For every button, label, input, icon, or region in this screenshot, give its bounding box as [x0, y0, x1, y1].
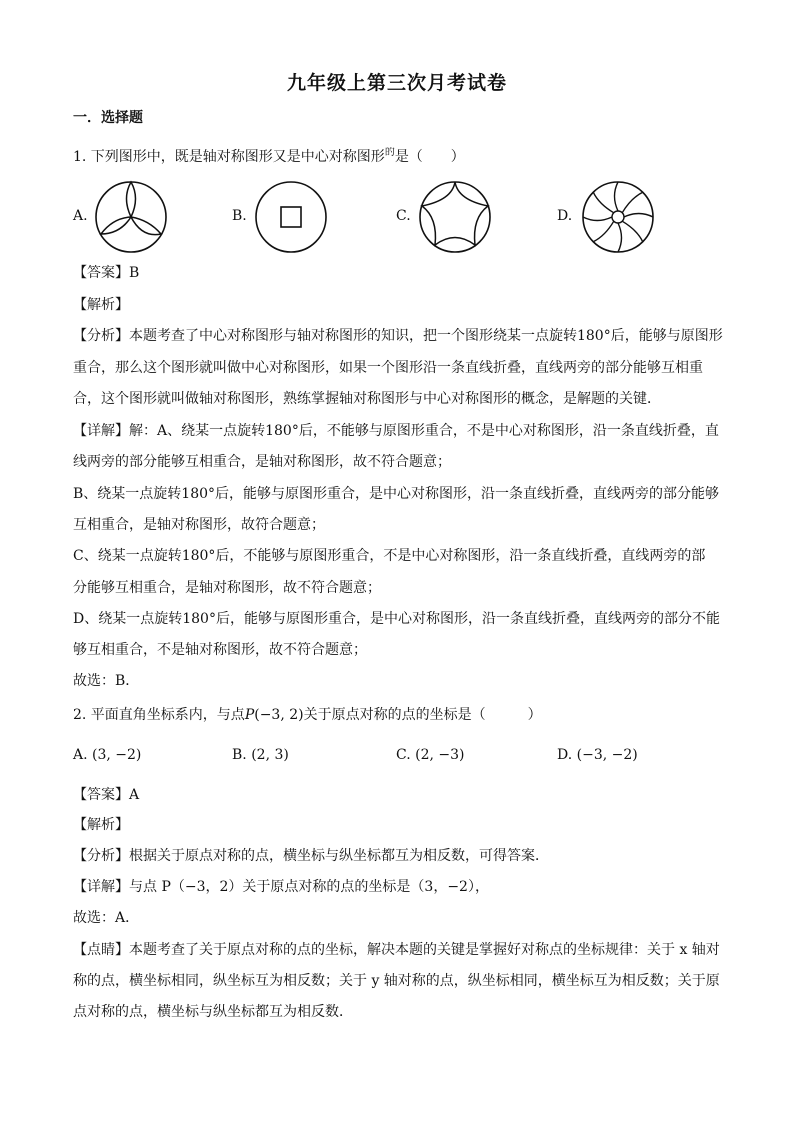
q1-answer: 【答案】B [73, 265, 140, 281]
q1-text-line: B、绕某一点旋转180°后，能够与原图形重合，是中心对称图形，沿一条直线折叠，直线两旁的部分能够 [73, 486, 720, 502]
q2-text-line: 【点睛】本题考查了关于原点对称的点的坐标，解决本题的关键是掌握好对称点的坐标规律：关于 x 轴对 [73, 942, 720, 958]
q2-text-line: 点对称的点，横坐标与纵坐标都互为相反数． [73, 1004, 353, 1020]
q2-option-c [396, 747, 465, 763]
q1-text-line: 重合，那么这个图形就叫做中心对称图形，如果一个图形沿一条直线折叠，直线两旁的部分能够互相重 [73, 360, 703, 376]
q2-stem [73, 705, 723, 725]
q1-text-line: 分能够互相重合，是轴对称图形，故不符合题意； [73, 580, 381, 596]
q2-stem-pre: 2. 平面直角坐标系内，与点 [73, 707, 245, 723]
q2-analysis-heading: 【解析】 [73, 817, 129, 833]
q2-option-b-label: B. [232, 747, 247, 763]
q1-text-line: 合，这个图形就叫做轴对称图形，熟练掌握轴对称图形与中心对称图形的概念，是解题的关键． [73, 391, 661, 407]
q2-option-d-value: (−3, −2) [576, 747, 638, 763]
q1-text-line: 线两旁的部分能够互相重合，是轴对称图形，故不符合题意； [73, 454, 451, 470]
q1-text-line: 故选：B． [73, 673, 140, 689]
q2-option-a-label: A. [73, 747, 88, 763]
q2-text-line: 称的点，横坐标相同，纵坐标互为相反数；关于 y 轴对称的点，纵坐标相同，横坐标互为相反数；关于原 [73, 973, 720, 989]
q2-point [245, 707, 304, 723]
q1-option-b-label: B. [232, 208, 247, 224]
q2-text-line: 故选：A． [73, 910, 140, 926]
q1-text-line: 【详解】解：A、绕某一点旋转180°后，不能够与原图形重合，不是中心对称图形，沿一条直线折叠，直 [73, 423, 719, 439]
section-heading: 一．选择题 [73, 110, 143, 126]
q1-stem-small: 的 [384, 147, 395, 158]
q2-option-d [557, 747, 638, 763]
q2-option-a [73, 747, 141, 763]
q2-text-line: 【分析】根据关于原点对称的点，横坐标与纵坐标都互为相反数，可得答案． [73, 848, 549, 864]
q1-stem-text: 1. 下列图形中，既是轴对称图形又是中心对称图形 [73, 149, 385, 165]
circle-swirl-icon [581, 180, 655, 254]
circle-three-petal-icon [94, 180, 168, 254]
q1-stem-end: 是（ ） [394, 149, 465, 165]
q2-option-a-value: (3, −2) [92, 747, 142, 763]
q1-text-line: 够互相重合，不是轴对称图形，故不符合题意； [73, 642, 367, 658]
q1-text-line: 互相重合，是轴对称图形，故符合题意； [73, 517, 325, 533]
q2-option-c-value: (2, −3) [415, 747, 465, 763]
q2-option-c-label: C. [396, 747, 411, 763]
circle-star-icon [418, 180, 492, 254]
q1-text-line: D、绕某一点旋转180°后，能够与原图形重合，是中心对称图形，沿一条直线折叠，直线两旁的部分不能 [73, 611, 720, 627]
page-title: 九年级上第三次月考试卷 [286, 72, 507, 94]
circle-square-icon [254, 180, 328, 254]
q2-option-b [232, 747, 289, 763]
q1-option-a-label: A. [73, 208, 88, 224]
q2-stem-post: 关于原点对称的点的坐标是（ ） [303, 707, 542, 723]
q2-option-b-value: (2, 3) [251, 747, 289, 763]
q1-option-d-label: D. [557, 208, 573, 224]
q2-text-line: 【详解】与点 P（−3，2）关于原点对称的点的坐标是（3，−2）， [73, 879, 489, 895]
q2-option-d-label: D. [557, 747, 573, 763]
q1-text-line: C、绕某一点旋转180°后，不能够与原图形重合，不是中心对称图形，沿一条直线折叠，直线两旁的部 [73, 548, 706, 564]
q1-text-line: 【分析】本题考查了中心对称图形与轴对称图形的知识，把一个图形绕某一点旋转180°后，能够与原图形 [73, 328, 723, 344]
q2-point-var: P [244, 707, 255, 723]
q1-stem [73, 147, 723, 169]
q2-answer: 【答案】A [73, 787, 140, 803]
q2-point-coords: (−3, 2) [254, 707, 304, 723]
q1-option-c-label: C. [396, 208, 411, 224]
q1-analysis-heading: 【解析】 [73, 297, 129, 313]
